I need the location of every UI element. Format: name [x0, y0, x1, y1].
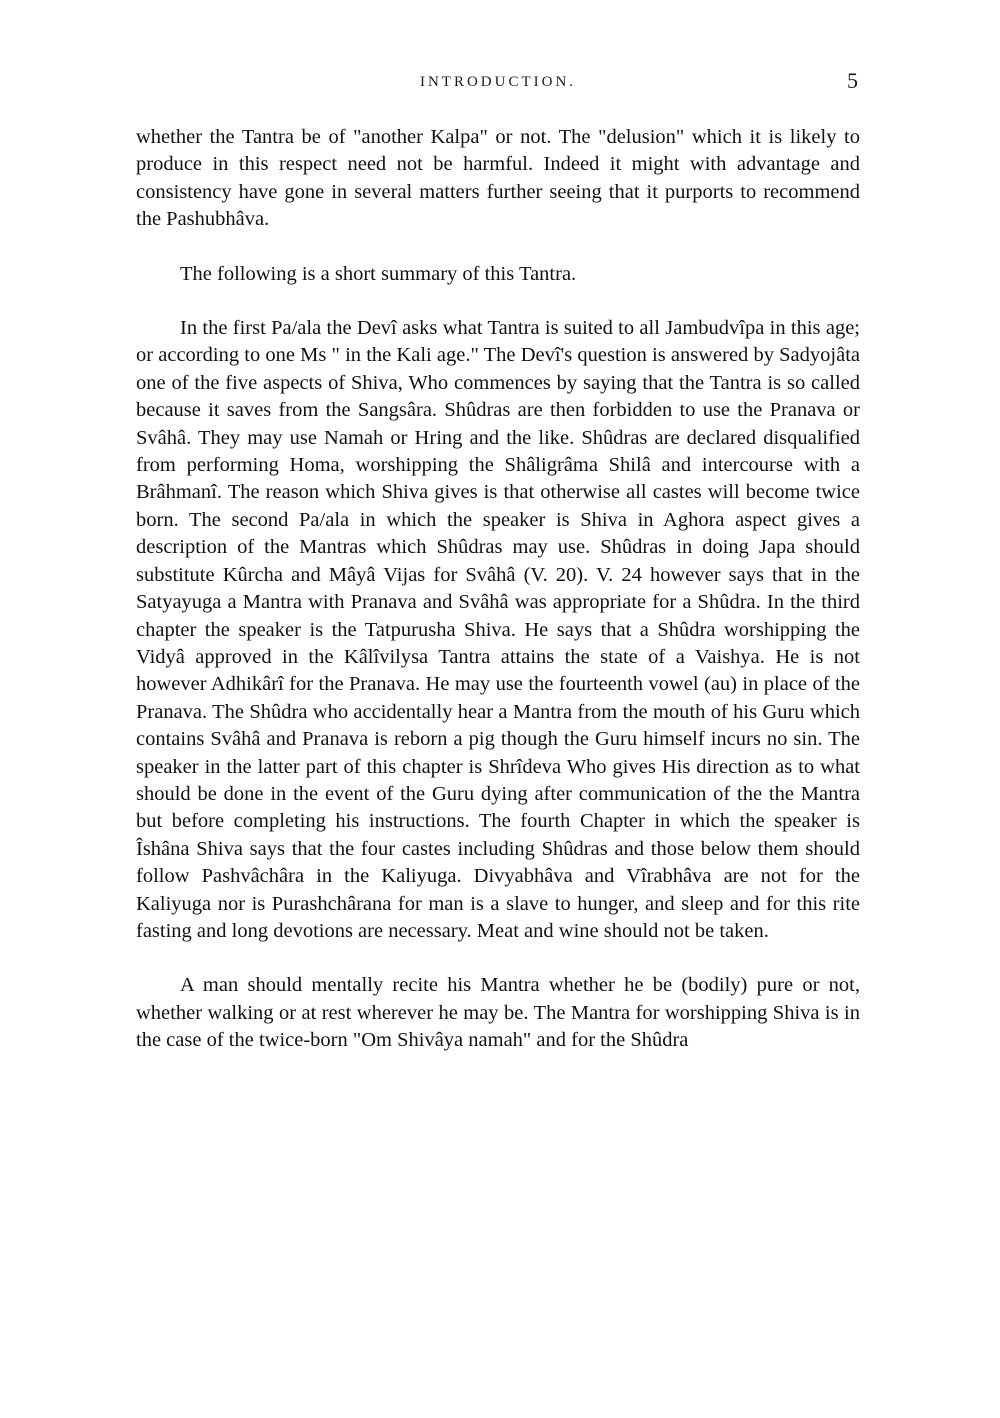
paragraph-continuation: whether the Tantra be of "another Kalpa" or not. The "delusion" which it is likely to produce in this respect need not be harmful. Indeed it might with advantage and consistency have gone in several matters further seeing that it purports to recommend the Pashubhâva.	[136, 126, 860, 231]
running-head: INTRODUCTION.	[419, 74, 577, 90]
body-text	[136, 124, 860, 1055]
paragraph-summary-intro: The following is a short summary of this Tantra.	[180, 262, 577, 285]
paragraph-mantra: A man should mentally recite his Mantra whether he be (bodily) pure or not, whether walking or at rest wherever he may be. The Mantra for worshipping Shiva is in the case of the twice-born "Om Shivâya namah" and for the Shûdra	[136, 974, 860, 1052]
page-number: 5	[847, 68, 858, 93]
paragraph-summary-body: In the first Pa/ala the Devî asks what Tantra is suited to all Jambudvîpa in this age; or according to one Ms " in the Kali age." The Devî's question is answered by Sadyojâta one of the five aspects of Shiva, Who commences by saying that the Tantra is so called because it saves from the Sangsâra. Shûdras are then forbidden to use the Pranava or Svâhâ. They may use Namah or Hring and the like. Shûdras are declared disqualified from performing Homa, worshipping the Shâligrâma Shilâ and intercourse with a Brâhmanî. The reason which Shiva gives is that otherwise all castes will become twice born. The second Pa/ala in which the speaker is Shiva in Aghora aspect gives a description of the Mantras which Shûdras may use. Shûdras in doing Japa should substitute Kûrcha and Mâyâ Vijas for Svâhâ (V. 20). V. 24 however says that in the Satyayuga a Mantra with Pranava and Svâhâ was appropriate for a Shûdra. In the third chapter the speaker is the Tatpurusha Shiva. He says that a Shûdra worshipping the Vidyâ approved in the Kâlîvilysa Tantra attains the state of a Vaishya. He is not however Adhikârî for the Pranava. He may use the fourteenth vowel (au) in place of the Pranava. The Shûdra who accidentally hear a Mantra from the mouth of his Guru which contains Svâhâ and Pranava is reborn a pig though the Guru himself incurs no sin. The speaker in the latter part of this chapter is Shrîdeva Who gives His direction as to what should be done in the event of the Guru dying after communication of the the Mantra but before completing his instructions. The fourth Chapter in which the speaker is Îshâna Shiva says that the four castes including Shûdras and those below them should follow Pashvâchâra in the Kaliyuga. Divyabhâva and Vîrabhâva are not for the Kaliyuga nor is Purashchârana for man is a slave to hunger, and sleep and for this rite fasting and long devotions are necessary. Meat and wine should not be taken.	[136, 317, 860, 942]
page-header	[136, 70, 860, 100]
